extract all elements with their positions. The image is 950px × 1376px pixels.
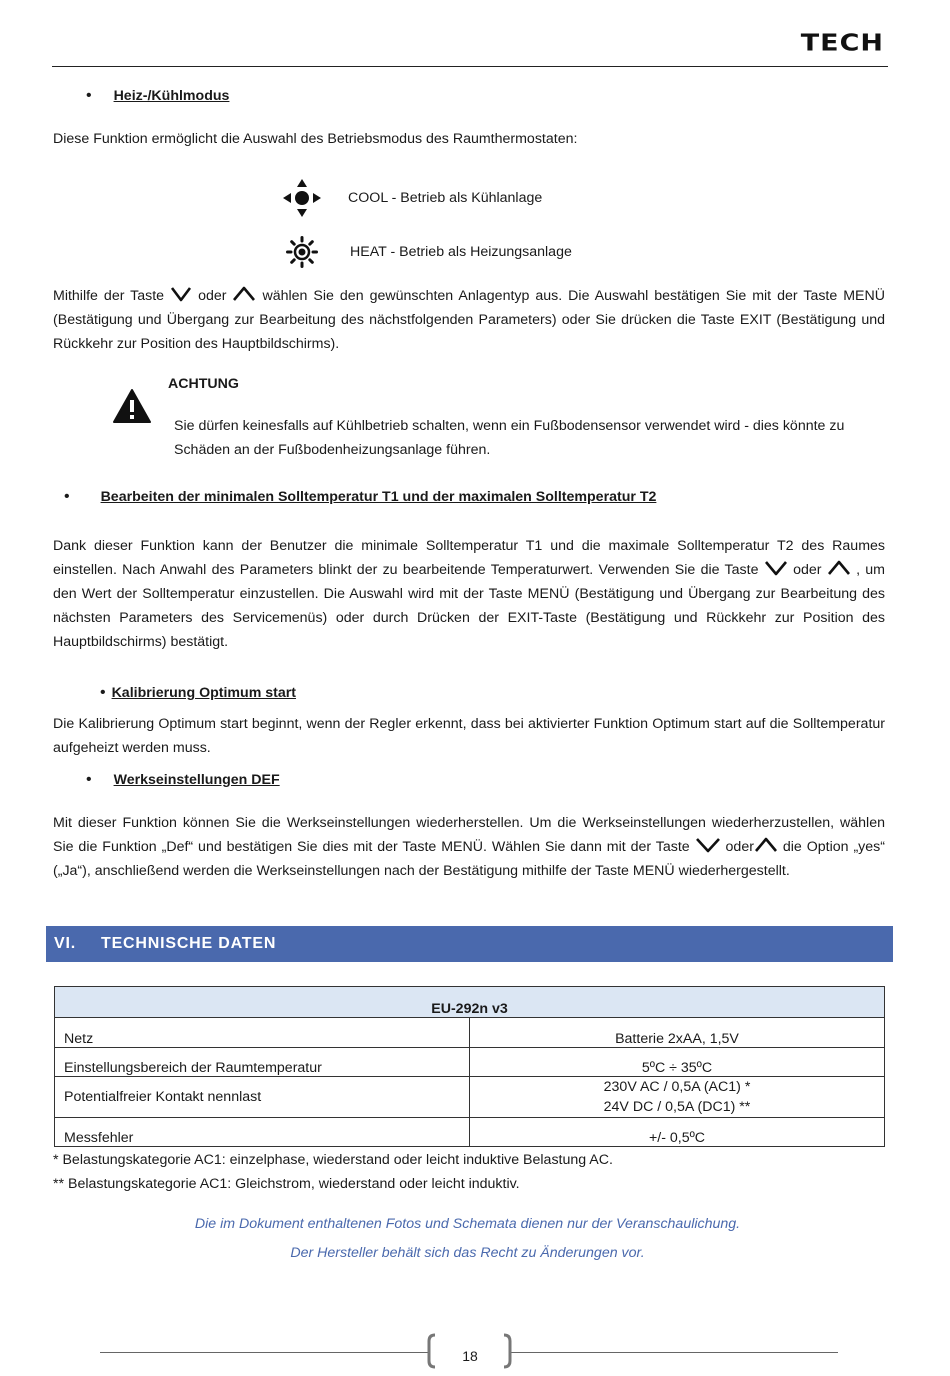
heiz-intro: Diese Funktion ermöglicht die Auswahl des Betriebsmodus des Raumthermostaten: <box>53 131 578 147</box>
heiz-para-part-b: oder <box>198 288 227 304</box>
tech-logo: TECH <box>800 30 884 57</box>
arrow-down-icon <box>695 837 721 853</box>
table-cell-label: Einstellungsbereich der Raumtemperatur <box>55 1048 470 1077</box>
mode-heat-label: HEAT - Betrieb als Heizungsanlage <box>350 244 572 260</box>
table-cell-label: Messfehler <box>55 1118 470 1147</box>
temp-para-part-b: oder <box>793 562 822 578</box>
werk-paragraph <box>53 811 885 883</box>
cool-mode-icon <box>282 178 322 218</box>
temp-para-part-a: Dank dieser Funktion kann der Benutzer die minimale Solltemperatur T1 und die maximale Solltemperatur T2 des Raumes einstellen. Nach Anwahl des Parameters blinkt der zu bearbeitende Temperaturwert. Verwenden Sie die Taste <box>53 538 885 578</box>
werk-para-part-a: Mit dieser Funktion können Sie die Werkseinstellungen wiederherstellen. Um die Werkseinstellungen wiederherzustellen, wählen Sie die Funktion „Def“ und bestätigen Sie dies mit der Taste MENÜ. Wählen Sie dann mit der Taste <box>53 815 885 855</box>
table-cell-value: 5ºC ÷ 35ºC <box>470 1048 885 1077</box>
table-cell-value <box>470 1077 885 1118</box>
warning-text: Sie dürfen keinesfalls auf Kühlbetrieb schalten, wenn ein Fußbodensensor verwendet wird - dies könnte zu Schäden an der Fußbodenheizungsanlage führen. <box>174 418 845 458</box>
table-row <box>55 1118 885 1147</box>
werk-heading-row <box>86 771 280 789</box>
arrow-down-icon <box>170 286 192 302</box>
temp-heading: Bearbeiten der minimalen Solltemperatur T1 und der maximalen Solltemperatur T2 <box>100 489 657 505</box>
bullet-icon: • <box>86 87 92 104</box>
table-row <box>55 1018 885 1048</box>
bullet-icon: • <box>86 771 92 788</box>
arrow-up-icon <box>827 560 851 576</box>
mode-cool-row <box>282 178 542 218</box>
arrow-down-icon <box>764 560 788 576</box>
spec-table <box>54 986 885 1147</box>
table-cell-value: Batterie 2xAA, 1,5V <box>470 1018 885 1048</box>
table-cell-value-line: 24V DC / 0,5A (DC1) ** <box>603 1099 751 1115</box>
table-row <box>55 1077 885 1118</box>
table-cell-value: +/- 0,5ºC <box>470 1118 885 1147</box>
footnote: * Belastungskategorie AC1: einzelphase, wiederstand oder leicht induktive Belastung AC. <box>53 1152 613 1168</box>
footer-bracket-right <box>502 1333 514 1369</box>
section-header-technische-daten <box>46 926 893 962</box>
section-title: TECHNISCHE DATEN <box>101 935 277 952</box>
footer-line-right <box>510 1352 838 1353</box>
werk-heading: Werkseinstellungen DEF <box>113 772 280 788</box>
table-header: EU-292n v3 <box>55 987 885 1018</box>
heat-sun-icon <box>286 236 318 268</box>
warning-title: ACHTUNG <box>168 376 239 392</box>
disclaimer-line: Der Hersteller behält sich das Recht zu Änderungen vor. <box>290 1245 645 1261</box>
table-cell-value-line: 230V AC / 0,5A (AC1) * <box>603 1079 751 1095</box>
temp-para-part-c: , um den Wert der Solltemperatur einzustellen. Die Auswahl wird mit der Taste MENÜ (Bestätigung und Übergang zur Bearbeitung des nächsten Parameters des Servicemenüs) oder durch Drücken der EXIT-Taste (Bestätigung und Rückkehr zur Position des Hauptbildschirms) bestätigt. <box>53 562 886 650</box>
temp-paragraph <box>53 534 885 654</box>
disclaimer-line: Die im Dokument enthaltenen Fotos und Schemata dienen nur der Veranschaulichung. <box>194 1216 741 1232</box>
footnote: ** Belastungskategorie AC1: Gleichstrom, wiederstand oder leicht induktiv. <box>53 1176 520 1192</box>
warning-icon <box>112 388 152 424</box>
heiz-paragraph <box>53 284 885 356</box>
header-divider <box>52 66 888 67</box>
heiz-para-part-c: wählen Sie den gewünschten Anlagentyp aus. Die Auswahl bestätigen Sie mit der Taste MENÜ (Bestätigung und Übergang zur Bearbeitung des nächstfolgenden Parameters) oder Sie drücken die Taste EXIT (Bestätigung und Rückkehr zur Position des Hauptbildschirms). <box>53 288 886 352</box>
kalib-text: Die Kalibrierung Optimum start beginnt, wenn der Regler erkennt, dass bei aktivierter Funktion Optimum start auf die Solltemperatur aufgeheizt werden muss. <box>53 716 885 756</box>
footer-line-left <box>100 1352 428 1353</box>
heiz-heading: Heiz-/Kühlmodus <box>113 88 230 104</box>
bullet-icon: • <box>100 684 106 701</box>
temp-heading-row <box>64 488 656 506</box>
mode-cool-label: COOL - Betrieb als Kühlanlage <box>348 190 543 206</box>
page-number: 18 <box>462 1348 478 1364</box>
kalib-heading-row <box>100 684 296 702</box>
arrow-up-icon <box>754 837 778 853</box>
mode-heat-row <box>286 236 572 268</box>
table-header-row <box>55 987 885 1018</box>
werk-para-part-b: oder <box>725 839 754 855</box>
heiz-heading-row <box>86 87 229 105</box>
table-row <box>55 1048 885 1077</box>
table-cell-label: Potentialfreier Kontakt nennlast <box>55 1077 470 1118</box>
bullet-icon: • <box>64 488 70 505</box>
section-number: VI. <box>54 935 76 952</box>
kalib-heading: Kalibrierung Optimum start <box>111 685 297 701</box>
heiz-para-part-a: Mithilfe der Taste <box>53 288 165 304</box>
arrow-up-icon <box>232 286 256 302</box>
werk-para-part-c: die Option „yes“ („Ja“), anschließend werden die Werkseinstellungen nach der Bestätigung mithilfe der Taste MENÜ wiederhergestellt. <box>53 839 885 879</box>
table-cell-label: Netz <box>55 1018 470 1048</box>
footer-bracket-left <box>425 1333 437 1369</box>
